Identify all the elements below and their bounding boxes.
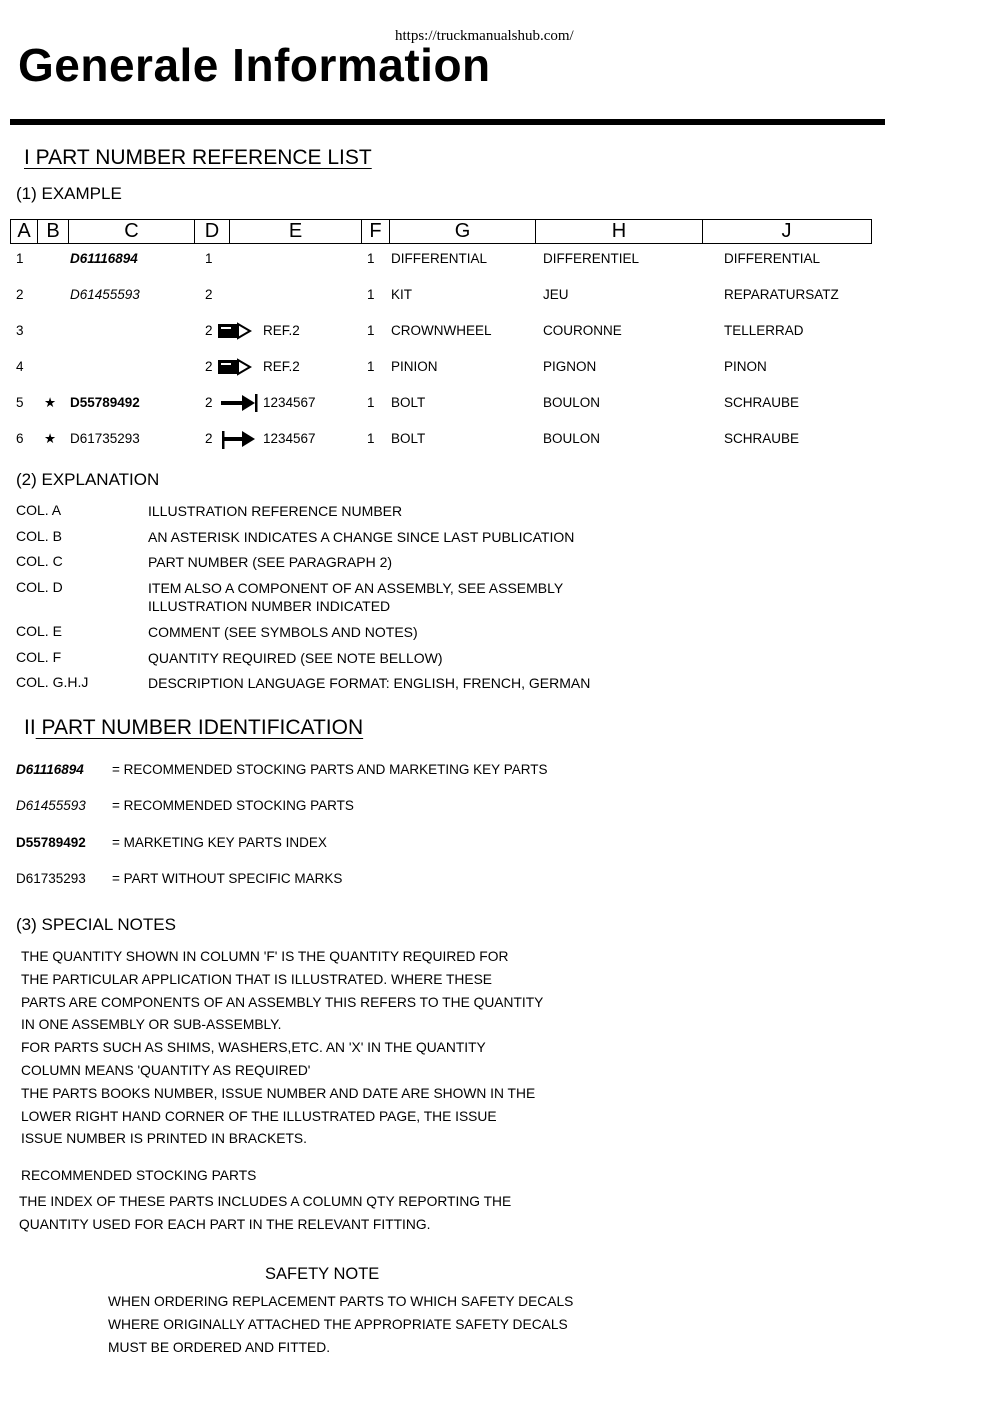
col-j-header: J	[781, 220, 792, 242]
cell-f: 1	[367, 359, 375, 374]
cell-f: 1	[367, 287, 375, 302]
col-e-header: E	[230, 220, 362, 243]
cell-h: DIFFERENTIEL	[543, 251, 640, 266]
note-line: THE PARTICULAR APPLICATION THAT IS ILLUSTRATED. WHERE THESE	[21, 971, 492, 987]
cell-h: JEU	[543, 287, 569, 302]
rsp-heading: RECOMMENDED STOCKING PARTS	[21, 1168, 257, 1183]
table-row	[0, 287, 992, 307]
rsp-line: THE INDEX OF THESE PARTS INCLUDES A COLUMN QTY REPORTING THE	[19, 1194, 512, 1209]
cell-h: PIGNON	[543, 359, 597, 374]
cell-d: 1	[205, 251, 213, 266]
cell-h: BOULON	[543, 431, 601, 446]
note-line: IN ONE ASSEMBLY OR SUB-ASSEMBLY.	[21, 1017, 282, 1033]
col-g-header: G	[390, 220, 536, 243]
example-heading: (1) EXAMPLE	[16, 184, 122, 203]
explanation-text: PART NUMBER (SEE PARAGRAPH 2)	[148, 554, 393, 570]
rsp-line: QUANTITY USED FOR EACH PART IN THE RELEVANT FITTING.	[19, 1216, 431, 1232]
cell-j: SCHRAUBE	[724, 395, 800, 410]
source-url: https://truckmanualshub.com/	[395, 28, 574, 44]
cell-d: 2	[205, 287, 213, 302]
explanation-text: COMMENT (SEE SYMBOLS AND NOTES)	[148, 624, 418, 640]
col-c-header: C	[69, 220, 195, 243]
explanation-text-cont: ILLUSTRATION NUMBER INDICATED	[148, 598, 391, 614]
note-line: PARTS ARE COMPONENTS OF AN ASSEMBLY THIS REFERS TO THE QUANTITY	[21, 994, 544, 1010]
explanation-text: ILLUSTRATION REFERENCE NUMBER	[148, 503, 403, 519]
cell-a: 5	[16, 395, 24, 410]
cell-j: PINON	[724, 359, 767, 374]
pid-desc: = PART WITHOUT SPECIFIC MARKS	[112, 871, 343, 886]
col-d-header: D	[195, 220, 230, 243]
cell-j: REPARATURSATZ	[724, 287, 839, 302]
explanation-key: COL. G.H.J	[16, 674, 89, 690]
note-line: THE PARTS BOOKS NUMBER, ISSUE NUMBER AND DATE ARE SHOWN IN THE	[21, 1085, 536, 1101]
table-row	[0, 251, 992, 271]
col-h-header: H	[536, 220, 703, 243]
page-title: Generale Information	[18, 39, 491, 91]
cell-d: 2	[205, 431, 213, 446]
cell-f: 1	[367, 251, 375, 266]
change-star-icon: ★	[44, 431, 57, 446]
table-row	[0, 431, 992, 451]
change-star-icon: ★	[44, 395, 57, 410]
cell-e: 1234567	[263, 395, 316, 410]
explanation-key: COL. A	[16, 502, 62, 518]
safety-note-heading: SAFETY NOTE	[265, 1265, 380, 1283]
cell-h: BOULON	[543, 395, 601, 410]
pid-code: D55789492	[16, 835, 86, 850]
cell-d: 2	[205, 395, 213, 410]
cell-c: D61735293	[70, 431, 140, 446]
cell-g: KIT	[391, 287, 413, 302]
cell-a: 3	[16, 323, 24, 338]
explanation-key: COL. E	[16, 623, 62, 639]
cell-g: CROWNWHEEL	[391, 323, 492, 338]
cell-g: DIFFERENTIAL	[391, 251, 488, 266]
explanation-key: COL. B	[16, 528, 62, 544]
note-line: LOWER RIGHT HAND CORNER OF THE ILLUSTRATED PAGE, THE ISSUE	[21, 1108, 497, 1124]
pid-desc: = MARKETING KEY PARTS INDEX	[112, 835, 327, 850]
cell-c: D55789492	[70, 395, 140, 410]
pid-desc: = RECOMMENDED STOCKING PARTS AND MARKETING KEY PARTS	[112, 762, 548, 777]
special-notes-heading: (3) SPECIAL NOTES	[16, 915, 176, 934]
assembly-pointer-icon	[216, 320, 254, 342]
assembly-pointer-icon	[216, 356, 254, 378]
cell-c: D61455593	[70, 287, 140, 302]
explanation-text: QUANTITY REQUIRED (SEE NOTE BELLOW)	[148, 650, 443, 666]
cell-f: 1	[367, 395, 375, 410]
title-rule	[10, 119, 885, 125]
cell-j: DIFFERENTIAL	[724, 251, 821, 266]
cell-g: BOLT	[391, 395, 426, 410]
note-line: FOR PARTS SUCH AS SHIMS, WASHERS,ETC. AN 'X' IN THE QUANTITY	[21, 1040, 486, 1056]
explanation-heading: (2) EXPLANATION	[16, 470, 160, 489]
table-row	[0, 359, 992, 379]
safety-line: MUST BE ORDERED AND FITTED.	[108, 1339, 331, 1355]
pid-desc: = RECOMMENDED STOCKING PARTS	[112, 798, 354, 813]
cell-h: COURONNE	[543, 323, 622, 338]
safety-note-body	[108, 1291, 573, 1359]
cell-a: 1	[16, 251, 24, 266]
cell-g: PINION	[391, 359, 438, 374]
replaces-arrow-icon	[220, 428, 260, 450]
cell-e: REF.2	[263, 359, 300, 374]
cell-a: 2	[16, 287, 24, 302]
cell-c: D61116894	[70, 251, 138, 266]
cell-j: SCHRAUBE	[724, 431, 800, 446]
explanation-key: COL. C	[16, 553, 63, 569]
safety-line: WHERE ORIGINALLY ATTACHED THE APPROPRIATE SAFETY DECALS	[108, 1316, 568, 1332]
cell-e: 1234567	[263, 431, 316, 446]
cell-f: 1	[367, 323, 375, 338]
replaced-by-arrow-icon	[220, 392, 260, 414]
cell-f: 1	[367, 431, 375, 446]
rsp-body	[19, 1191, 511, 1237]
col-a-header: A	[11, 220, 38, 243]
cell-a: 6	[16, 431, 24, 446]
section-2-title: II PART NUMBER IDENTIFICATION	[24, 716, 364, 739]
cell-j: TELLERRAD	[724, 323, 804, 338]
col-b-header: B	[38, 220, 69, 243]
explanation-text: AN ASTERISK INDICATES A CHANGE SINCE LAST PUBLICATION	[148, 529, 575, 545]
note-line: COLUMN MEANS 'QUANTITY AS REQUIRED'	[21, 1062, 311, 1078]
pid-code: D61455593	[16, 798, 86, 813]
pid-code: D61735293	[16, 871, 86, 886]
cell-a: 4	[16, 359, 24, 374]
special-notes-body	[21, 946, 543, 1151]
cell-g: BOLT	[391, 431, 426, 446]
note-line: ISSUE NUMBER IS PRINTED IN BRACKETS.	[21, 1131, 307, 1147]
explanation-text: ITEM ALSO A COMPONENT OF AN ASSEMBLY, SEE ASSEMBLY	[148, 580, 564, 596]
section-1-title: I PART NUMBER REFERENCE LIST	[24, 146, 372, 169]
explanation-key: COL. D	[16, 579, 63, 595]
note-line: THE QUANTITY SHOWN IN COLUMN 'F' IS THE QUANTITY REQUIRED FOR	[21, 949, 509, 964]
cell-d: 2	[205, 359, 213, 374]
col-f-header: F	[362, 220, 390, 243]
safety-line: WHEN ORDERING REPLACEMENT PARTS TO WHICH SAFETY DECALS	[108, 1294, 574, 1309]
table-row	[0, 395, 992, 415]
explanation-text: DESCRIPTION LANGUAGE FORMAT: ENGLISH, FRENCH, GERMAN	[148, 675, 591, 691]
table-row	[0, 323, 992, 343]
pid-code: D61116894	[16, 762, 84, 777]
explanation-key: COL. F	[16, 649, 62, 665]
cell-e: REF.2	[263, 323, 300, 338]
example-table-header	[10, 219, 872, 244]
cell-d: 2	[205, 323, 213, 338]
